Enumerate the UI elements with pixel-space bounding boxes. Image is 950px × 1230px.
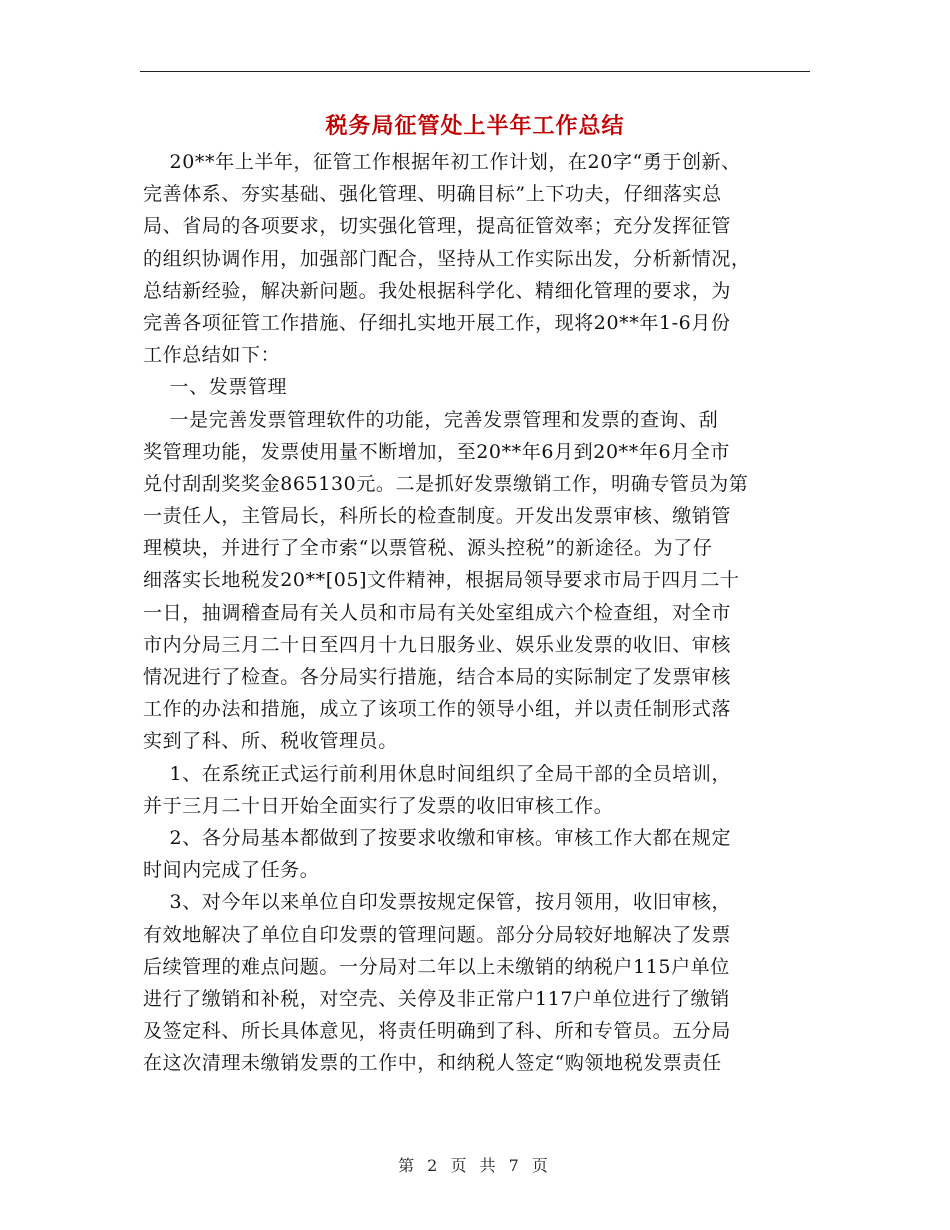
document-body [143,146,810,1079]
body-line: 1、在系统正式运行前利用休息时间组织了全局干部的全员培训， [143,762,732,785]
document-title: 税务局征管处上半年工作总结 [325,113,625,139]
body-line: 20**年上半年，征管工作根据年初工作计划，在20字“勇于创新、 [143,151,741,173]
body-line: 工作的办法和措施，成立了该项工作的领导小组，并以责任制形式落 [143,698,732,721]
section-heading: 一、发票管理 [143,376,288,399]
body-line: 完善体系、夯实基础、强化管理、明确目标”上下功夫，仔细落实总 [143,183,722,206]
body-line: 进行了缴销和补税，对空壳、关停及非正常户117户单位进行了缴销 [143,987,730,1010]
body-line: 3、对今年以来单位自印发票按规定保管，按月领用，收旧审核， [143,891,732,914]
body-line: 局、省局的各项要求，切实强化管理，提高征管效率；充分发挥征管 [143,215,732,238]
body-line: 兑付刮刮奖奖金865130元。二是抓好发票缴销工作，明确专管员为第 [143,472,749,495]
body-line: 理模块，并进行了全市索“以票管税、源头控税”的新途径。为了仔 [143,537,713,560]
body-line: 并于三月二十日开始全面实行了发票的收旧审核工作。 [143,794,614,817]
body-line: 时间内完成了任务。 [143,859,320,882]
body-line: 情况进行了检查。各分局实行措施，结合本局的实际制定了发票审核 [143,666,732,688]
body-line: 细落实长地税发20**[05]文件精神，根据局领导要求市局于四月二十 [143,569,740,592]
body-line: 2、各分局基本都做到了按要求收缴和审核。审核工作大都在规定 [143,826,732,849]
page-number: 第 2 页 共 7 页 [398,1156,552,1175]
body-line: 的组织协调作用，加强部门配合，坚持从工作实际出发，分析新情况， [143,247,751,270]
body-line: 一日，抽调稽查局有关人员和市局有关处室组成六个检查组，对全市 [143,601,732,624]
body-line: 及签定科、所长具体意见，将责任明确到了科、所和专管员。五分局 [143,1020,732,1043]
body-line: 完善各项征管工作措施、仔细扎实地开展工作，现将20**年1-6月份 [143,311,731,334]
body-line: 一责任人，主管局长，科所长的检查制度。开发出发票审核、缴销管 [143,505,732,528]
body-line: 后续管理的难点问题。一分局对二年以上未缴销的纳税户115户单位 [143,955,730,978]
body-line: 实到了科、所、税收管理员。 [143,730,398,753]
body-line: 奖管理功能，发票使用量不断增加，至20**年6月到20**年6月全市 [143,440,730,463]
body-line: 总结新经验，解决新问题。我处根据科学化、精细化管理的要求，为 [143,279,732,302]
body-line: 一是完善发票管理软件的功能，完善发票管理和发票的查询、刮 [143,408,719,431]
body-line: 工作总结如下： [143,344,281,367]
body-line: 在这次清理未缴销发票的工作中，和纳税人签定“购领地税发票责任 [143,1052,722,1075]
body-line: 有效地解决了单位自印发票的管理问题。部分分局较好地解决了发票 [143,923,732,946]
header-rule [140,71,810,72]
body-line: 市内分局三月二十日至四月十九日服务业、娱乐业发票的收旧、审核 [143,633,732,656]
